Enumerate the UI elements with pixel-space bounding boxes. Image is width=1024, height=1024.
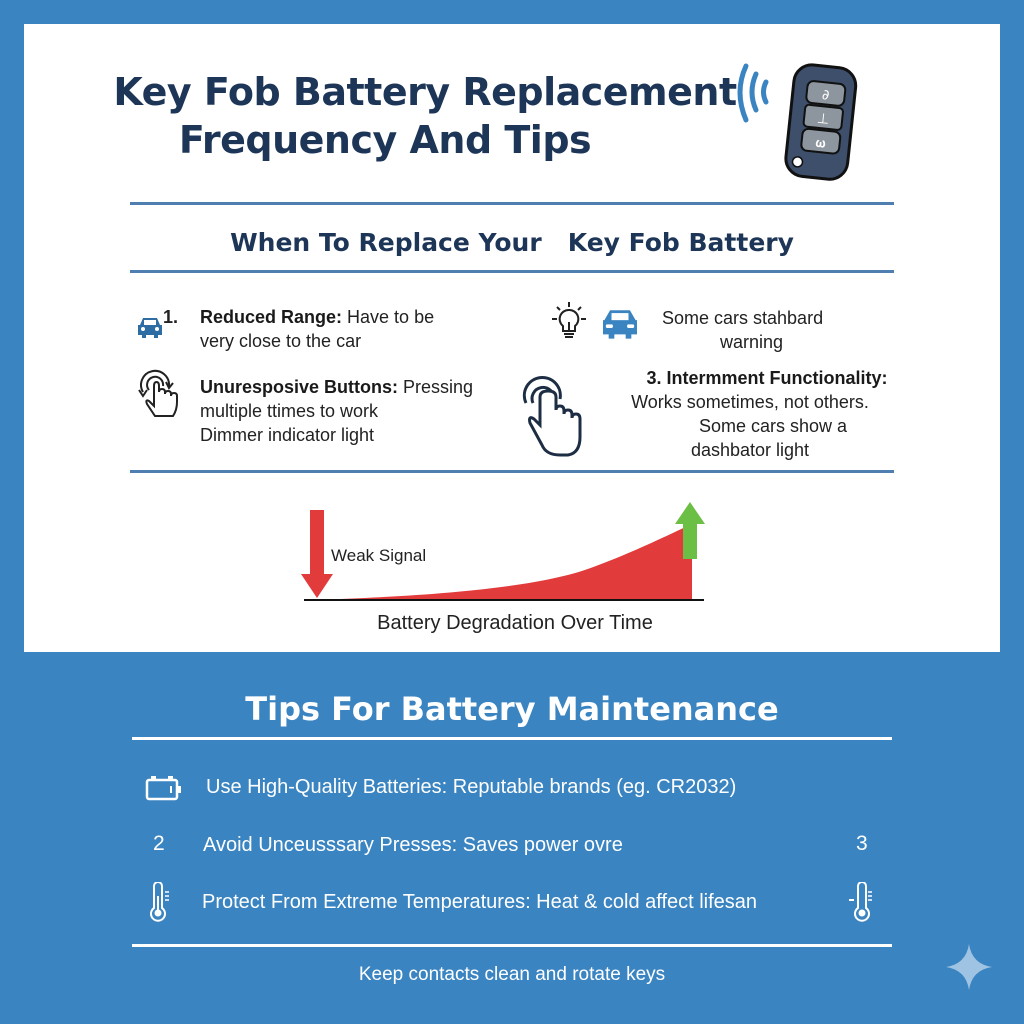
item-text: Some cars show a xyxy=(698,416,848,436)
item-text: Works sometimes, not others. xyxy=(631,392,869,412)
item-text: dashbator light xyxy=(690,440,810,460)
list-item-dashboard-warning xyxy=(662,306,862,354)
up-arrow-shaft xyxy=(683,524,697,559)
svg-text:∂: ∂ xyxy=(821,87,831,104)
title-line-1: Key Fob Battery Replacement xyxy=(113,70,737,114)
item-label: 3. Intermment Functionality: xyxy=(646,368,888,388)
car-icon xyxy=(598,306,642,340)
divider xyxy=(130,470,894,473)
sparkle-icon xyxy=(944,942,994,992)
car-icon xyxy=(135,315,165,339)
item-text: Some cars stahbard xyxy=(662,308,824,328)
item-text: warning xyxy=(720,332,784,352)
item-text: Dimmer indicator light xyxy=(200,425,375,445)
tip-item-presses: Avoid Unceusssary Presses: Saves power ovre xyxy=(203,834,623,856)
lightbulb-icon xyxy=(551,300,587,346)
item-number: 1. xyxy=(163,307,179,327)
weak-signal-label: Weak Signal xyxy=(331,546,427,565)
svg-text:𝛚: 𝛚 xyxy=(814,135,827,152)
list-item-unresponsive-buttons xyxy=(200,375,520,447)
down-arrow-head xyxy=(301,574,333,598)
battery-icon xyxy=(145,775,183,801)
list-item-reduced-range xyxy=(200,305,500,353)
item-text: Have to be xyxy=(342,307,435,327)
tip-item-temperatures: Protect From Extreme Temperatures: Heat & cold affect lifesan xyxy=(202,891,758,913)
tap-hand-icon xyxy=(516,373,588,461)
divider xyxy=(130,202,894,205)
item-label: Unuresposive Buttons: xyxy=(200,377,399,397)
key-fob-icon xyxy=(730,52,870,187)
down-arrow-shaft xyxy=(310,510,324,580)
title-line-2: Frequency And Tips xyxy=(178,118,592,162)
chart-caption: Battery Degradation Over Time xyxy=(377,612,653,634)
page-title xyxy=(0,68,850,164)
section-heading: When To Replace Your Key Fob Battery xyxy=(230,228,794,257)
item-text: Pressing xyxy=(398,377,474,397)
tip-item-batteries: Use High-Quality Batteries: Reputable brands (eg. CR2032) xyxy=(206,776,737,798)
item-label: Reduced Range: xyxy=(200,307,343,327)
up-arrow-head xyxy=(675,502,705,524)
divider xyxy=(132,944,892,947)
tip-trailing-number: 3 xyxy=(856,832,868,855)
divider xyxy=(132,737,892,740)
tip-number: 2 xyxy=(153,832,165,855)
item-text: very close to the car xyxy=(200,331,362,351)
list-item-intermittent xyxy=(600,366,900,462)
thermometer-icon xyxy=(848,882,876,922)
divider xyxy=(130,270,894,273)
footer-tip: Keep contacts clean and rotate keys xyxy=(358,964,666,985)
tap-gesture-icon xyxy=(133,366,183,422)
item-text: multiple ttimes to work xyxy=(200,401,379,421)
tips-heading: Tips For Battery Maintenance xyxy=(245,690,779,728)
thermometer-icon xyxy=(148,882,170,922)
svg-text:⊥: ⊥ xyxy=(816,110,830,128)
